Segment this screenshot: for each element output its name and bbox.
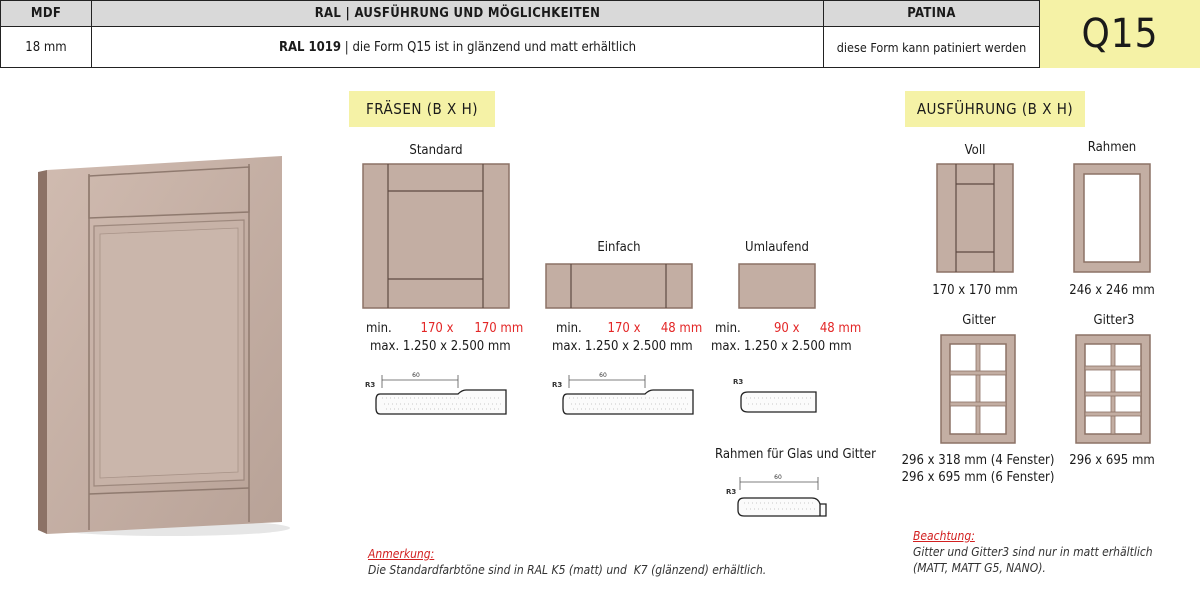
anmerkung-text: Die Standardfarbtöne sind in RAL K5 (matt) und K7 (glänzend) erhältlich. [368,563,767,577]
gitter3-size: 296 x 695 mm [1069,453,1155,468]
umlaufend-profile-section [732,372,824,418]
einfach-max: max. 1.250 x 2.500 mm [552,339,693,354]
model-badge: Q15 [1040,0,1200,68]
einfach-profile-radius: R3 [552,381,563,389]
gitter-size-6: 296 x 695 mm (6 Fenster) [901,470,1055,485]
standard-label: Standard [409,143,463,158]
gitter-size-4: 296 x 318 mm (4 Fenster) [901,453,1055,468]
anmerkung-title: Anmerkung: [368,547,435,561]
voll-size: 170 x 170 mm [932,283,1018,298]
beachtung-note [913,528,1153,576]
ral-description [91,26,824,68]
einfach-profile-section [551,368,701,418]
beachtung-title: Beachtung: [913,529,975,543]
fraesen-heading: FRÄSEN (B X H) [349,91,495,127]
voll-door-drawing [937,164,1013,272]
einfach-door-drawing [546,264,692,308]
gitter-door-drawing [941,335,1015,443]
standard-min: min. 170 x 170 mm [366,321,524,336]
patina-value: diese Form kann patiniert werden [823,26,1040,68]
voll-label: Voll [964,143,986,158]
gitter3-door-drawing [1076,335,1150,443]
einfach-profile-dim: 60 [599,372,607,379]
standard-door-drawing [363,164,509,308]
rahmen-glas-profile-section [726,470,836,524]
gitter3-label: Gitter3 [1093,313,1135,328]
ral-header: RAL | AUSFÜHRUNG UND MÖGLICHKEITEN [91,0,824,27]
standard-profile-section [364,368,514,418]
ral-code: RAL 1019 [278,39,342,55]
ausfuehrung-heading: AUSFÜHRUNG (B X H) [905,91,1085,127]
mdf-thickness: 18 mm [0,26,92,68]
umlaufend-min: min. 90 x 48 mm [715,321,862,336]
standard-profile-radius: R3 [365,381,376,389]
rahmen-glas-label: Rahmen für Glas und Gitter [715,447,876,462]
door-photo [30,150,290,540]
umlaufend-max: max. 1.250 x 2.500 mm [711,339,852,354]
rahmen-door-drawing [1074,164,1150,272]
einfach-min: min. 170 x 48 mm [556,321,703,336]
umlaufend-label: Umlaufend [745,240,809,255]
anmerkung-note [368,546,766,578]
beachtung-line1: Gitter und Gitter3 sind nur in matt erhältlich [913,545,1153,559]
einfach-label: Einfach [597,240,641,255]
rahmen-glas-profile-radius: R3 [726,488,737,496]
gitter-label: Gitter [962,313,996,328]
patina-header: PATINA [823,0,1040,27]
rahmen-glas-profile-dim: 60 [774,474,782,481]
ral-text: | die Form Q15 ist in glänzend und matt erhältlich [341,39,637,55]
rahmen-label: Rahmen [1087,140,1137,155]
umlaufend-profile-radius: R3 [733,378,744,386]
mdf-header: MDF [0,0,92,27]
rahmen-size: 246 x 246 mm [1069,283,1155,298]
spec-table [0,0,1040,68]
standard-max: max. 1.250 x 2.500 mm [370,339,511,354]
umlaufend-door-drawing [739,264,815,308]
beachtung-line2: (MATT, MATT G5, NANO). [913,561,1046,575]
standard-profile-dim: 60 [412,372,420,379]
